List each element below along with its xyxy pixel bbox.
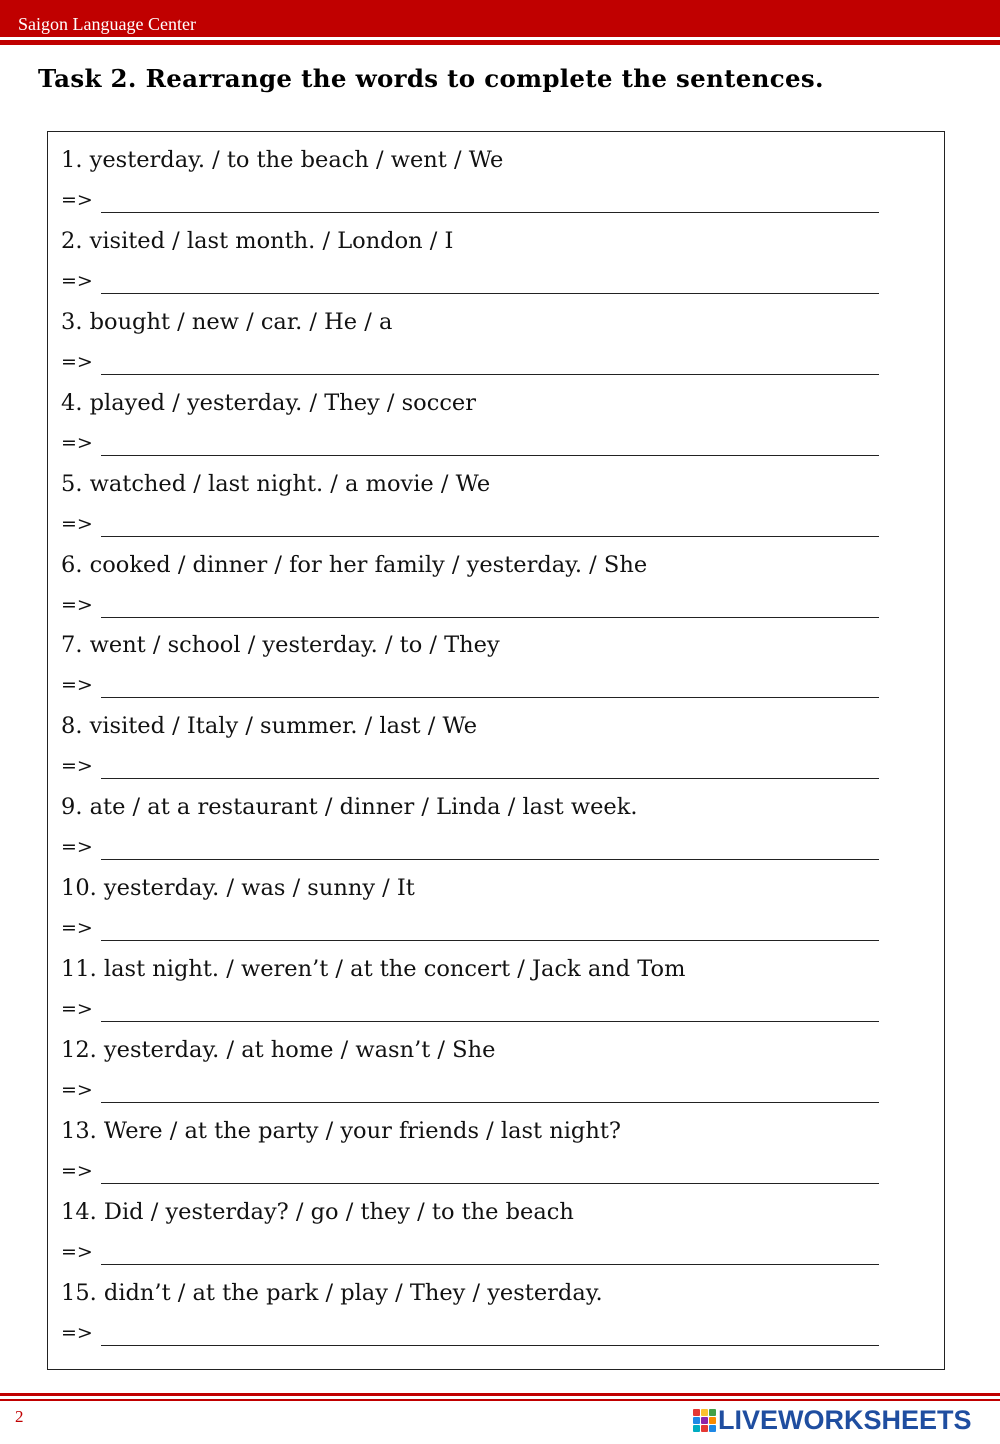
exercise-prompt: 14. Did / yesterday? / go / they / to the beach: [61, 1198, 574, 1225]
exercise-item: [61, 307, 881, 387]
exercise-prompt: 9. ate / at a restaurant / dinner / Linda / last week.: [61, 794, 638, 821]
answer-prefix: =>: [61, 350, 93, 373]
exercise-prompt: 4. played / yesterday. / They / soccer: [61, 389, 476, 416]
answer-row: [61, 832, 879, 862]
exercise-item: [61, 469, 881, 549]
exercise-prompt: 2. visited / last month. / London / I: [61, 227, 454, 254]
answer-row: [61, 1075, 879, 1105]
answer-row: [61, 509, 879, 539]
exercise-prompt: 12. yesterday. / at home / wasn’t / She: [61, 1036, 496, 1063]
answer-row: [61, 428, 879, 458]
exercise-item: [61, 1278, 881, 1358]
answer-prefix: =>: [61, 1159, 93, 1182]
answer-prefix: =>: [61, 269, 93, 292]
answer-blank[interactable]: [101, 1345, 879, 1346]
exercise-prompt: 1. yesterday. / to the beach / went / We: [61, 147, 504, 173]
answer-blank[interactable]: [101, 617, 879, 618]
answer-prefix: =>: [61, 593, 93, 616]
answer-blank[interactable]: [101, 1021, 879, 1022]
exercise-item: [61, 550, 881, 630]
answer-blank[interactable]: [101, 374, 879, 375]
answer-blank[interactable]: [101, 1183, 879, 1184]
exercise-item: [61, 145, 881, 225]
exercise-prompt: 6. cooked / dinner / for her family / yesterday. / She: [61, 551, 648, 578]
exercise-item: [61, 630, 881, 710]
answer-prefix: =>: [61, 512, 93, 535]
answer-row: [61, 1237, 879, 1267]
exercise-item: [61, 954, 881, 1034]
answer-row: [61, 913, 879, 943]
exercise-item: [61, 711, 881, 791]
page-number: 2: [15, 1407, 24, 1426]
answer-prefix: =>: [61, 917, 93, 940]
exercise-item: [61, 1116, 881, 1196]
answer-prefix: =>: [61, 998, 93, 1020]
answer-prefix: =>: [61, 836, 93, 859]
center-name: Saigon Language Center: [18, 14, 196, 34]
exercise-item: [61, 388, 881, 468]
answer-prefix: =>: [61, 431, 93, 454]
exercise-item: [61, 226, 881, 306]
exercise-item: [61, 1197, 881, 1277]
answer-blank[interactable]: [101, 212, 879, 213]
exercise-prompt: 3. bought / new / car. / He / a: [61, 308, 393, 335]
answer-row: [61, 590, 879, 620]
exercise-item: [61, 792, 881, 872]
header-rule: [0, 40, 1000, 45]
footer-rule-thin: [0, 1399, 1000, 1401]
answer-blank[interactable]: [101, 778, 879, 779]
answer-blank[interactable]: [101, 536, 879, 537]
answer-row: [61, 1318, 879, 1348]
liveworksheets-icon: [693, 1409, 715, 1431]
answer-blank[interactable]: [101, 1102, 879, 1103]
liveworksheets-logo: [693, 1404, 972, 1436]
answer-row: [61, 994, 879, 1024]
answer-row: [61, 751, 879, 781]
exercise-prompt: 5. watched / last night. / a movie / We: [61, 470, 491, 497]
footer-rule: [0, 1393, 1000, 1396]
exercise-prompt: 15. didn’t / at the park / play / They / yesterday.: [61, 1279, 603, 1306]
exercise-prompt: 8. visited / Italy / summer. / last / We: [61, 713, 478, 740]
answer-row: [61, 670, 879, 700]
exercise-item: [61, 873, 881, 953]
answer-blank[interactable]: [101, 940, 879, 941]
answer-row: [61, 347, 879, 377]
exercise-prompt: 7. went / school / yesterday. / to / They: [61, 632, 500, 659]
exercise-prompt: 10. yesterday. / was / sunny / It: [61, 875, 415, 902]
answer-prefix: =>: [61, 1321, 93, 1344]
answer-blank[interactable]: [101, 859, 879, 860]
answer-prefix: =>: [61, 1078, 93, 1101]
answer-row: [61, 1156, 879, 1186]
answer-blank[interactable]: [101, 1264, 879, 1265]
exercise-prompt: 13. Were / at the party / your friends / last night?: [61, 1117, 621, 1144]
brand-text: LIVEWORKSHEETS: [718, 1405, 972, 1435]
answer-prefix: =>: [61, 755, 93, 778]
answer-blank[interactable]: [101, 697, 879, 698]
task-title: Task 2. Rearrange the words to complete the sentences.: [38, 64, 824, 93]
answer-prefix: =>: [61, 674, 93, 697]
answer-blank[interactable]: [101, 293, 879, 294]
answer-row: [61, 266, 879, 296]
answer-prefix: =>: [61, 189, 93, 211]
answer-row: [61, 185, 879, 215]
answer-prefix: =>: [61, 1240, 93, 1263]
answer-blank[interactable]: [101, 455, 879, 456]
exercise-item: [61, 1035, 881, 1115]
exercise-prompt: 11. last night. / weren’t / at the concert / Jack and Tom: [61, 956, 686, 982]
